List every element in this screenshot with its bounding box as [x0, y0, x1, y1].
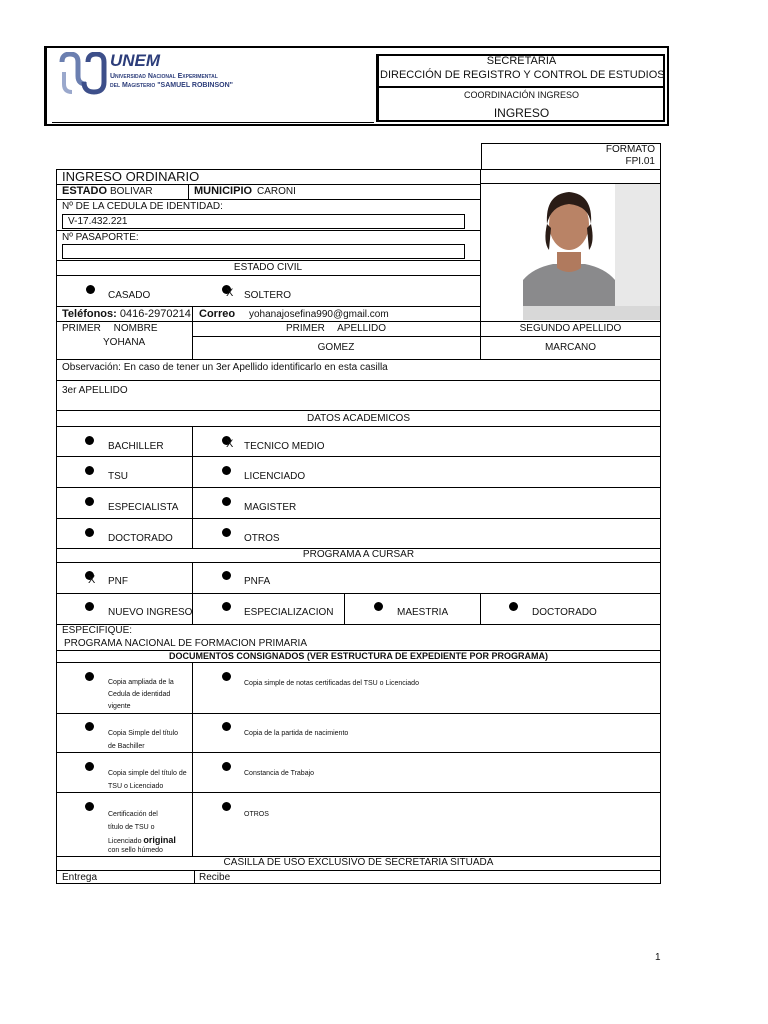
- unem-logo-icon: [58, 52, 108, 96]
- programa-doctorado-radio[interactable]: [509, 602, 518, 611]
- doc1-line3: vigente: [108, 703, 131, 710]
- entrega-label: Entrega: [62, 872, 98, 883]
- logo-line2: [110, 81, 233, 90]
- maestria-radio[interactable]: [374, 602, 383, 611]
- header-direccion: DIRECCIÓN DE REGISTRO Y CONTROL DE ESTUDIOS: [380, 69, 665, 81]
- doc2-radio[interactable]: [222, 672, 231, 681]
- row-line: [56, 662, 661, 663]
- row-line: [56, 518, 661, 519]
- row-line: [56, 275, 480, 276]
- page-number: 1: [655, 952, 661, 963]
- soltero-mark: X: [226, 287, 234, 299]
- photo-strip: [523, 306, 660, 320]
- row-line: [56, 870, 661, 871]
- especifique-value: PROGRAMA NACIONAL DE FORMACION PRIMARIA: [64, 638, 307, 649]
- row-line: [56, 562, 661, 563]
- header-mid-line: [376, 86, 665, 88]
- row-line: [56, 792, 661, 793]
- row-line: [56, 426, 661, 427]
- doc1-line1: Copia ampliada de la: [108, 679, 174, 686]
- row-vline: [344, 593, 345, 624]
- logo-line2-b: "SAMUEL ROBINSON": [157, 82, 233, 89]
- correo-value: yohanajosefina990@gmail.com: [249, 309, 389, 320]
- row-line: [56, 359, 661, 360]
- doc6-label: Constancia de Trabajo: [244, 770, 315, 777]
- pnfa-label: PNFA: [244, 576, 271, 587]
- row-line: [56, 593, 661, 594]
- especializacion-label: ESPECIALIZACION: [244, 607, 334, 618]
- doctorado-radio[interactable]: [85, 528, 94, 537]
- row-line: [56, 410, 661, 411]
- especifique-label: ESPECIFIQUE:: [62, 625, 133, 636]
- logo-line1: Universidad Nacional Experimental: [110, 73, 218, 80]
- row-vline: [480, 593, 481, 624]
- municipio-label: MUNICIPIO: [194, 185, 253, 197]
- soltero-label: SOLTERO: [244, 290, 292, 301]
- observacion-text: Observación: En caso de tener un 3er Apellido identificarlo en esta casilla: [62, 362, 388, 373]
- doc8-radio[interactable]: [222, 802, 231, 811]
- row-vline: [194, 870, 195, 884]
- tsu-label: TSU: [108, 471, 128, 482]
- bachiller-label: BACHILLER: [108, 441, 164, 452]
- doc7-line1: Certificación del: [108, 811, 158, 818]
- primer-apellido-label: PRIMER APELLIDO: [285, 323, 387, 334]
- tecnico-medio-label: TECNICO MEDIO: [244, 441, 325, 452]
- estado-value: BOLIVAR: [110, 186, 153, 197]
- row-line: [56, 456, 661, 457]
- row-vline: [192, 306, 193, 321]
- doc2-label: Copia simple de notas certificadas del TSU o Licenciado: [244, 680, 419, 687]
- cedula-value: V-17.432.221: [68, 216, 128, 227]
- formato-line2: FPI.01: [625, 156, 655, 167]
- formato-line1: FORMATO: [605, 144, 655, 155]
- doc3-line2: de Bachiller: [108, 743, 145, 750]
- row-line: [56, 260, 480, 261]
- magister-radio[interactable]: [222, 497, 231, 506]
- recibe-label: Recibe: [199, 872, 231, 883]
- estado-label: ESTADO: [62, 185, 108, 197]
- primer-nombre-value: YOHANA: [103, 337, 146, 348]
- primer-nombre-label: PRIMER NOMBRE: [62, 323, 158, 334]
- telefonos-value: 0416-2970214: [119, 308, 191, 320]
- otros-radio[interactable]: [222, 528, 231, 537]
- doc7-line4: con sello húmedo: [108, 847, 163, 854]
- doc7-line3a: Licenciado: [108, 838, 142, 845]
- doc7-line3b: original: [143, 835, 176, 845]
- casado-label: CASADO: [108, 290, 151, 301]
- row-line: [56, 184, 480, 185]
- segundo-apellido-label: SEGUNDO APELLIDO: [519, 323, 622, 334]
- especializacion-radio[interactable]: [222, 602, 231, 611]
- row-vline: [188, 184, 189, 199]
- form-title: INGRESO ORDINARIO: [62, 169, 200, 184]
- row-line: [56, 199, 480, 200]
- casado-radio[interactable]: [86, 285, 95, 294]
- tecnico-medio-mark: X: [226, 438, 234, 450]
- segundo-apellido-value: MARCANO: [544, 342, 597, 353]
- estado-civil-label: ESTADO CIVIL: [233, 262, 303, 273]
- magister-label: MAGISTER: [244, 502, 297, 513]
- logo-line2-a: del Magisterio: [110, 82, 156, 89]
- primer-apellido-value: GOMEZ: [317, 342, 355, 353]
- applicant-photo: [523, 184, 660, 306]
- header-coordinacion: COORDINACIÓN INGRESO: [463, 90, 579, 100]
- doc3-line1: Copia Simple del título: [108, 730, 179, 737]
- header-divider: [376, 54, 379, 122]
- documentos-title: DOCUMENTOS CONSIGNADOS (VER ESTRUCTURA DE EXPEDIENTE POR PROGRAMA): [168, 651, 549, 661]
- person-photo-icon: [523, 184, 615, 306]
- doc4-label: Copia de la partida de nacimiento: [244, 730, 349, 737]
- nuevo-ingreso-radio[interactable]: [85, 602, 94, 611]
- licenciado-radio[interactable]: [222, 466, 231, 475]
- secretaria-title: CASILLA DE USO EXCLUSIVO DE SECRETARIA SITUADA: [223, 857, 494, 868]
- doc1-radio[interactable]: [85, 672, 94, 681]
- logo-name: UNEM: [110, 51, 161, 70]
- bachiller-radio[interactable]: [85, 436, 94, 445]
- doc6-radio[interactable]: [222, 762, 231, 771]
- doc5-line2: TSU o Licenciado: [108, 783, 164, 790]
- maestria-label: MAESTRIA: [397, 607, 449, 618]
- academicos-title: DATOS ACADEMICOS: [307, 413, 410, 424]
- row-line: [56, 380, 661, 381]
- header-left-bar: [44, 46, 47, 126]
- header-ingreso: INGRESO: [493, 106, 550, 120]
- pnf-label: PNF: [108, 576, 128, 587]
- telefonos-label: Teléfonos:: [62, 308, 117, 320]
- row-line: [56, 487, 661, 488]
- logo-underline: [52, 122, 374, 123]
- doc5-radio[interactable]: [85, 762, 94, 771]
- pnf-mark: X: [88, 574, 96, 586]
- nuevo-ingreso-label: NUEVO INGRESO: [108, 607, 193, 618]
- row-line: [56, 624, 661, 625]
- doc8-label: OTROS: [244, 811, 269, 818]
- otros-label: OTROS: [244, 533, 280, 544]
- pnfa-radio[interactable]: [222, 571, 231, 580]
- pasaporte-label: Nº PASAPORTE:: [62, 232, 139, 243]
- pasaporte-field[interactable]: [62, 244, 465, 259]
- doc4-radio[interactable]: [222, 722, 231, 731]
- municipio-value: CARONI: [257, 186, 296, 197]
- correo-label: Correo: [199, 308, 236, 320]
- especialista-label: ESPECIALISTA: [108, 502, 179, 513]
- doc7-line2: título de TSU o: [108, 824, 155, 831]
- tercer-apellido-label: 3er APELLIDO: [62, 385, 128, 396]
- doc5-line1: Copia simple del título de: [108, 770, 187, 777]
- licenciado-label: LICENCIADO: [244, 471, 306, 482]
- row-line: [56, 752, 661, 753]
- row-line: [192, 336, 661, 337]
- tsu-radio[interactable]: [85, 466, 94, 475]
- header-secretaria: SECRETARIA: [486, 55, 557, 67]
- programa-title: PROGRAMA A CURSAR: [302, 549, 415, 560]
- row-line: [56, 321, 661, 322]
- row-vline: [192, 662, 193, 856]
- doc1-line2: Cedula de identidad: [108, 691, 171, 698]
- telefonos-row: [62, 308, 191, 320]
- doc7-radio[interactable]: [85, 802, 94, 811]
- row-line: [56, 306, 480, 307]
- cedula-label: Nº DE LA CEDULA DE IDENTIDAD:: [62, 201, 223, 212]
- doc3-radio[interactable]: [85, 722, 94, 731]
- doctorado-label: DOCTORADO: [108, 533, 173, 544]
- programa-doctorado-label: DOCTORADO: [532, 607, 597, 618]
- especialista-radio[interactable]: [85, 497, 94, 506]
- logo: [56, 50, 272, 98]
- row-line: [56, 230, 480, 231]
- row-line: [56, 713, 661, 714]
